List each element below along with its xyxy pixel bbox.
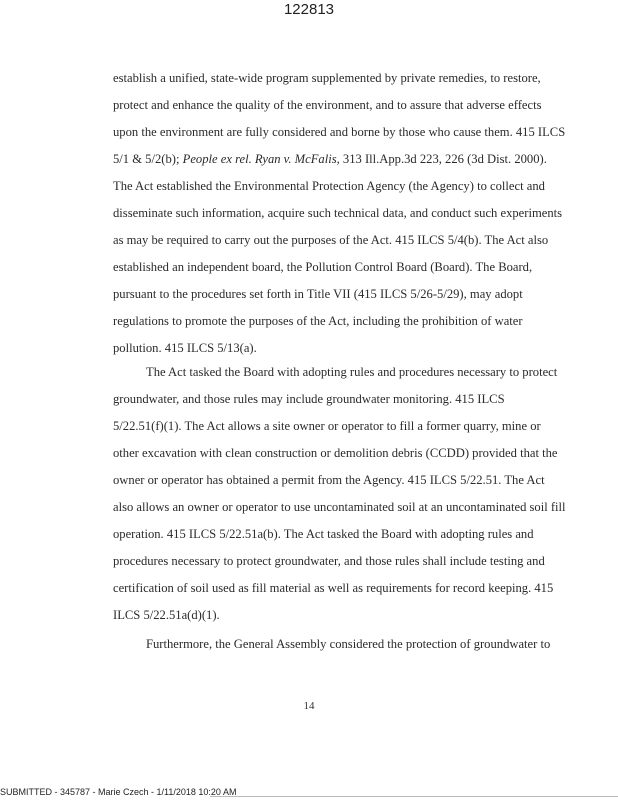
case-citation: 313 Ill.App.3d 223, 226 (3d Dist. 2000). [339,152,547,166]
text-line [113,152,547,167]
text-line: 5/22.51(f)(1). The Act allows a site owner or operator to fill a former quarry, mine or [113,419,541,433]
document-number: 122813 [283,1,335,18]
text-line: operation. 415 ILCS 5/22.51a(b). The Act tasked the Board with adopting rules and [113,527,534,541]
citation-statute: 5/1 & 5/2(b); [113,152,183,166]
text-line: Furthermore, the General Assembly considered the protection of groundwater to [146,637,551,651]
submission-stamp: SUBMITTED - 345787 - Marie Czech - 1/11/2018 10:20 AM [0,787,237,797]
text-line: disseminate such information, acquire such technical data, and conduct such experiments [113,206,563,220]
text-line: The Act tasked the Board with adopting rules and procedures necessary to protect [146,365,558,379]
text-line: pollution. 415 ILCS 5/13(a). [113,341,257,355]
text-line: The Act established the Environmental Protection Agency (the Agency) to collect and [113,179,545,193]
text-line: procedures necessary to protect groundwater, and those rules shall include testing and [113,554,545,568]
case-name: People ex rel. Ryan v. McFalis, [182,152,340,166]
text-line: other excavation with clean construction or demolition debris (CCDD) provided that the [113,446,558,460]
text-line: certification of soil used as fill material as well as requirements for record keeping. 415 [113,581,554,595]
text-line: as may be required to carry out the purposes of the Act. 415 ILCS 5/4(b). The Act also [113,233,549,247]
text-line: owner or operator has obtained a permit from the Agency. 415 ILCS 5/22.51. The Act [113,473,545,487]
text-line: establish a unified, state-wide program supplemented by private remedies, to restore, [113,71,541,85]
footer-rule [210,796,618,797]
page-number: 14 [303,700,315,712]
text-line: regulations to promote the purposes of the Act, including the prohibition of water [113,314,523,328]
text-line: also allows an owner or operator to use uncontaminated soil at an uncontaminated soil fill [113,500,566,514]
text-line: ILCS 5/22.51a(d)(1). [113,608,220,622]
text-line: upon the environment are fully considered and borne by those who cause them. 415 ILCS [113,125,566,139]
text-line: protect and enhance the quality of the environment, and to assure that adverse effects [113,98,542,112]
text-line: pursuant to the procedures set forth in Title VII (415 ILCS 5/26-5/29), may adopt [113,287,523,301]
text-line: groundwater, and those rules may include groundwater monitoring. 415 ILCS [113,392,505,406]
text-line: established an independent board, the Pollution Control Board (Board). The Board, [113,260,533,274]
